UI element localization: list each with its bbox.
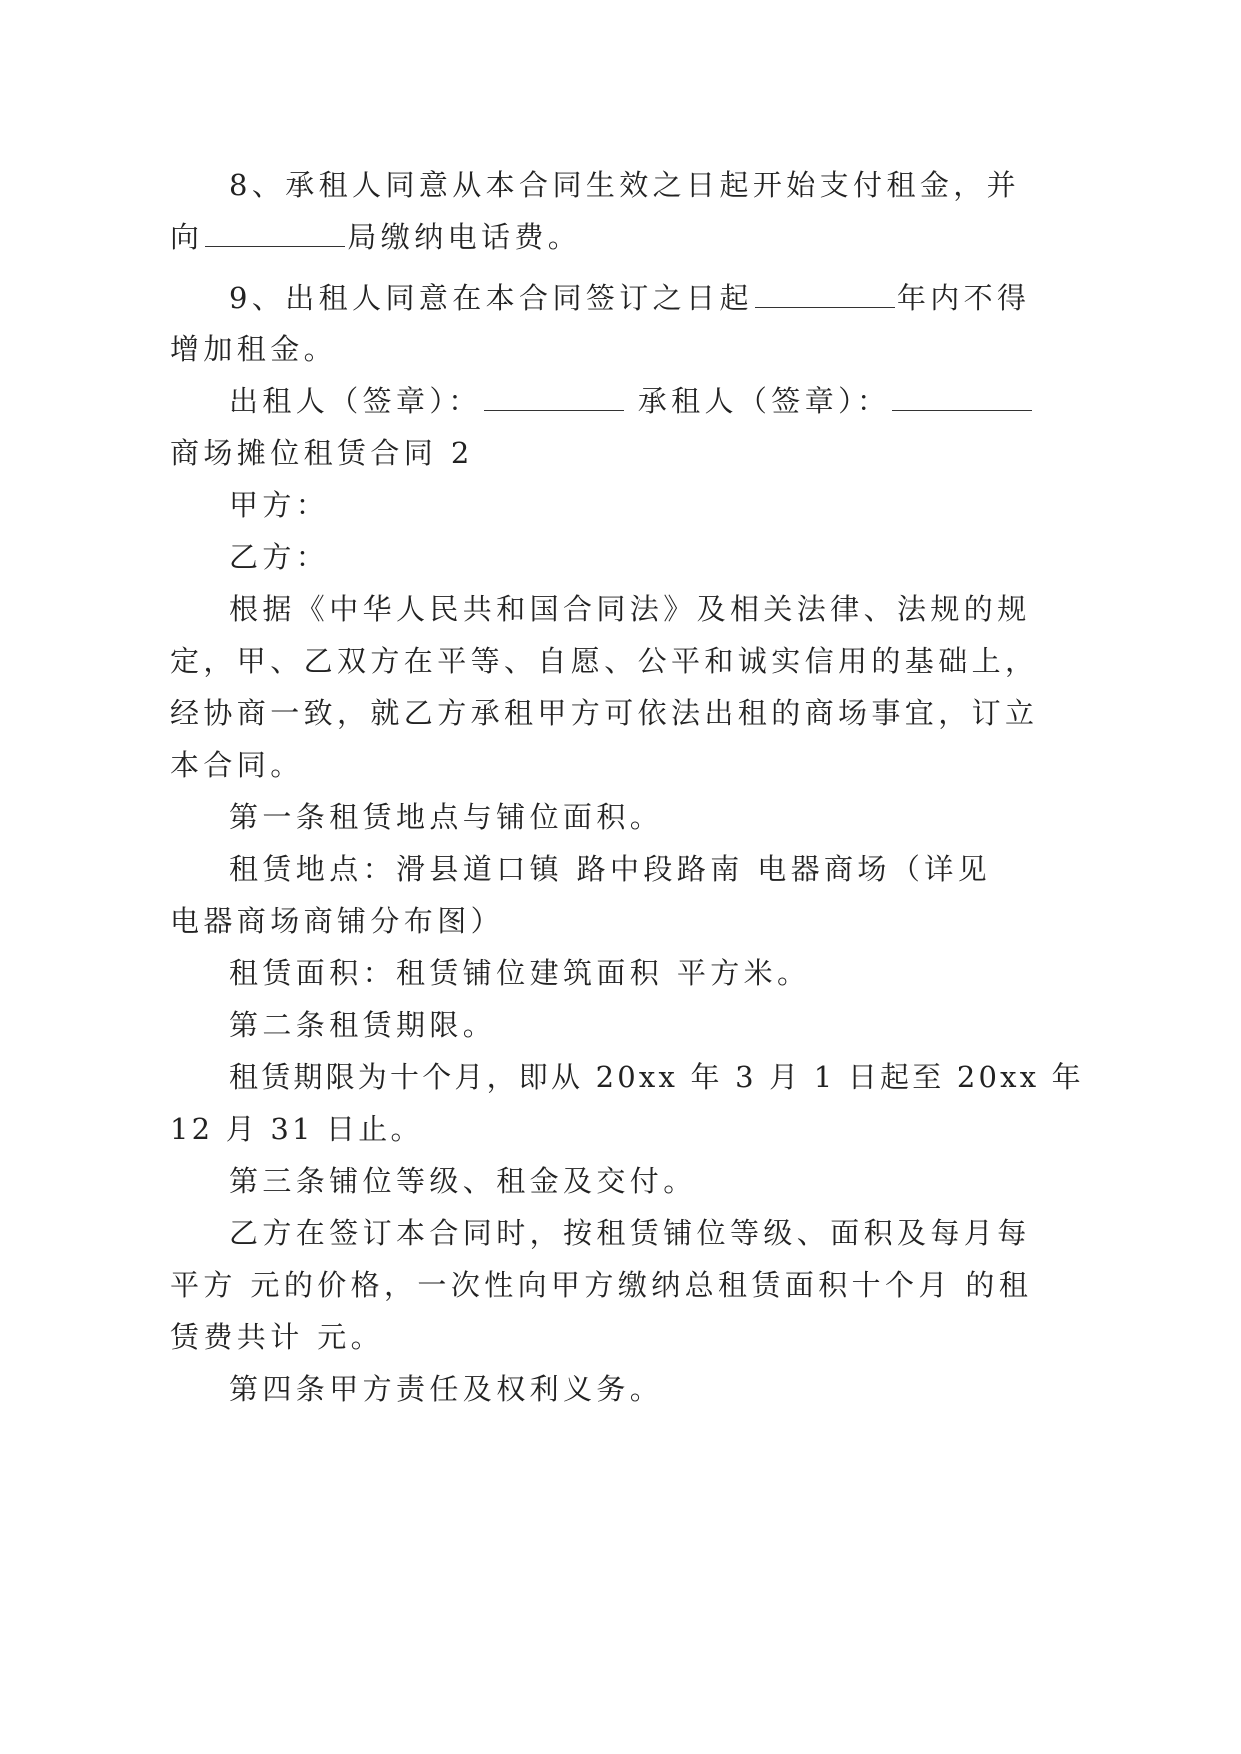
years-blank — [755, 273, 895, 308]
article-3-title: 第三条铺位等级、租金及交付。 — [229, 1164, 697, 1198]
lease-location-line-1: 租赁地点：滑县道口镇 路中段路南 电器商场（详见 — [229, 852, 992, 886]
lease-term-line-2: 12 月 31 日止。 — [170, 1112, 423, 1146]
payment-line-2: 平方 元的价格，一次性向甲方缴纳总租赁面积十个月 的租 — [170, 1268, 1033, 1302]
preamble-line-4: 本合同。 — [170, 748, 304, 782]
lease-location-line-2: 电器商场商铺分布图） — [170, 904, 505, 938]
signature-line — [0, 372, 1241, 430]
party-a: 甲方： — [229, 488, 330, 522]
lessor-sign-label: 出租人（签章）： — [229, 384, 482, 418]
item-8-line-2: 向 局缴纳电话费。 — [0, 208, 1241, 266]
article-2-title: 第二条租赁期限。 — [229, 1008, 497, 1042]
lease-term-line-1: 租赁期限为十个月，即从 20xx 年 3 月 1 日起至 20xx 年 — [229, 1060, 1084, 1094]
contract-2-title: 商场摊位租赁合同 2 — [170, 436, 474, 470]
preamble-line-1: 根据《中华人民共和国合同法》及相关法律、法规的规 — [229, 592, 1031, 626]
lessor-signature-blank — [484, 376, 624, 411]
article-1-title: 第一条租赁地点与铺位面积。 — [229, 800, 664, 834]
preamble-line-3: 经协商一致，就乙方承租甲方可依法出租的商场事宜，订立 — [170, 696, 1039, 730]
item-9-line-1: 9、出租人同意在本合同签订之日起 年内不得 — [0, 269, 1241, 327]
payment-line-1: 乙方在签订本合同时，按租赁铺位等级、面积及每月每 — [229, 1216, 1031, 1250]
party-b: 乙方： — [229, 540, 330, 574]
lessee-signature-blank — [892, 376, 1032, 411]
telecom-bureau-blank — [205, 212, 345, 247]
lessee-sign-label: 承租人（签章）： — [637, 384, 891, 418]
lease-area: 租赁面积：租赁铺位建筑面积 平方米。 — [229, 956, 811, 990]
item-9-line-2: 增加租金。 — [170, 332, 338, 366]
preamble-line-2: 定，甲、乙双方在平等、自愿、公平和诚实信用的基础上， — [170, 644, 1039, 678]
payment-line-3: 赁费共计 元。 — [170, 1320, 385, 1354]
item-8-line-1: 8、承租人同意从本合同生效之日起开始支付租金，并 — [229, 168, 1021, 202]
article-4-title: 第四条甲方责任及权利义务。 — [229, 1372, 664, 1406]
